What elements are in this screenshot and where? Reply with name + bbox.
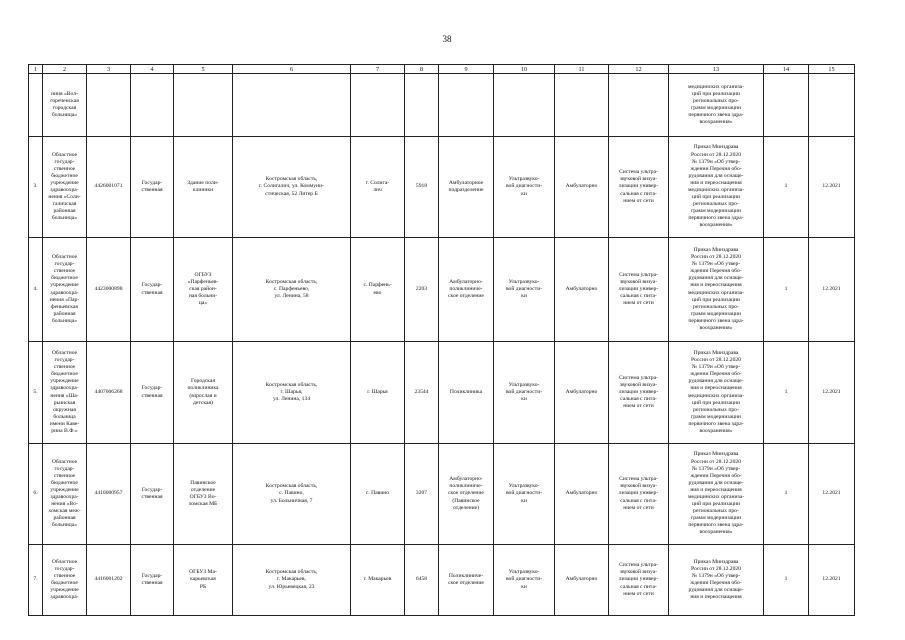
row-number-cell bbox=[29, 74, 43, 137]
building-name-cell: Городская поликлиника (взрослая и детская) bbox=[174, 342, 233, 444]
department-profile-cell: Ультразвуко- вой диагности- ки bbox=[494, 545, 555, 616]
due-date-cell: 12.2021 bbox=[809, 444, 855, 545]
department-profile-cell: Ультразвуко- вой диагности- ки bbox=[494, 137, 555, 238]
building-name-cell: ОГБУЗ Ма- карьевская РБ bbox=[174, 545, 233, 616]
locality-cell: г. Шарья bbox=[351, 342, 405, 444]
ownership-form-cell: Государ- ственная bbox=[131, 238, 174, 342]
due-date-cell: 12.2021 bbox=[809, 238, 855, 342]
building-name-cell bbox=[174, 74, 233, 137]
locality-cell: г. Макарьев bbox=[351, 545, 405, 616]
equipment-table bbox=[28, 64, 855, 616]
quantity-cell bbox=[764, 74, 809, 137]
row-number-cell: 7. bbox=[29, 545, 43, 616]
care-conditions-cell: Амбулаторно bbox=[555, 238, 609, 342]
address-cell: Костромская область, г. Макарьев, ул. Юрьевецкая, 23 bbox=[233, 545, 351, 616]
table-row bbox=[29, 74, 855, 137]
ownership-form-cell: Государ- ственная bbox=[131, 137, 174, 238]
equipment-name-cell: Система ультра- звуковой визуа- лизации универ- сальная с пита- нием от сети bbox=[609, 137, 669, 238]
column-number: 3 bbox=[87, 65, 131, 74]
subdivision-cell: Амбулаторно- поликлиниче- ское отделение (Павинское отделение) bbox=[439, 444, 494, 545]
column-number: 2 bbox=[43, 65, 87, 74]
building-name-cell: ОГБУЗ «Парфеньев- ская район- ная больни- ца» bbox=[174, 238, 233, 342]
legal-basis-cell: Приказ Минздрава России от 28.12.2020 № 1379н «Об утвер- ждении Перечня обо- рудования для оснаще- ния и переоснащения медицинских организа- ций при реализации региональных про- грамм модернизации первичного звена здра- воохранения» bbox=[669, 137, 764, 238]
address-cell: Костромская область, с. Павино, ул. Больничная, 7 bbox=[233, 444, 351, 545]
locality-cell: с. Павино bbox=[351, 444, 405, 545]
table-row bbox=[29, 444, 855, 545]
quantity-cell: 1 bbox=[764, 238, 809, 342]
inn-cell: 4410000957 bbox=[87, 444, 131, 545]
column-number: 6 bbox=[233, 65, 351, 74]
inn-cell: 4426001071 bbox=[87, 137, 131, 238]
due-date-cell: 12.2021 bbox=[809, 137, 855, 238]
inn-cell: 4423000898 bbox=[87, 238, 131, 342]
quantity-cell: 1 bbox=[764, 545, 809, 616]
quantity-cell: 1 bbox=[764, 444, 809, 545]
table-row bbox=[29, 545, 855, 616]
ownership-form-cell: Государ- ственная bbox=[131, 444, 174, 545]
ownership-form-cell: Государ- ственная bbox=[131, 342, 174, 444]
inn-cell: 4416001202 bbox=[87, 545, 131, 616]
legal-basis-cell: Приказ Минздрава России от 28.12.2020 № 1379н «Об утвер- ждении Перечня обо- рудования для оснаще- ния и переоснащения bbox=[669, 545, 764, 616]
table-row bbox=[29, 342, 855, 444]
department-profile-cell: Ультразвуко- вой диагности- ки bbox=[494, 238, 555, 342]
row-number-cell: 6. bbox=[29, 444, 43, 545]
column-number: 7 bbox=[351, 65, 405, 74]
organization-name-cell: Областное государ- ственное бюджетное учреждение здравоохра- нения «Пар- феньевская районная больница» bbox=[43, 238, 87, 342]
table-row bbox=[29, 137, 855, 238]
organization-name-cell: Областное государ- ственное бюджетное учреждение здравоохра- нения «Во- хомская меж- районная больница» bbox=[43, 444, 87, 545]
care-conditions-cell bbox=[555, 74, 609, 137]
population-cell: 23544 bbox=[405, 342, 439, 444]
inn-cell bbox=[87, 74, 131, 137]
legal-basis-cell: Приказ Минздрава России от 28.12.2020 № 1379н «Об утвер- ждении Перечня обо- рудования для оснаще- ния и переоснащения медицинских организа- ций при реализации региональных про- грамм модернизации первичного звена здра- воохранения» bbox=[669, 238, 764, 342]
organization-name-cell: ниня «Вол- гореченская городская больница» bbox=[43, 74, 87, 137]
column-number: 9 bbox=[439, 65, 494, 74]
due-date-cell: 12.2021 bbox=[809, 342, 855, 444]
population-cell bbox=[405, 74, 439, 137]
column-number: 15 bbox=[809, 65, 855, 74]
quantity-cell: 1 bbox=[764, 137, 809, 238]
locality-cell: с. Парфень- ево bbox=[351, 238, 405, 342]
care-conditions-cell: Амбулаторно bbox=[555, 444, 609, 545]
column-number: 10 bbox=[494, 65, 555, 74]
inn-cell: 4407006268 bbox=[87, 342, 131, 444]
quantity-cell: 1 bbox=[764, 342, 809, 444]
address-cell bbox=[233, 74, 351, 137]
due-date-cell bbox=[809, 74, 855, 137]
legal-basis-cell: Приказ Минздрава России от 28.12.2020 № 1379н «Об утвер- ждении Перечня обо- рудования для оснаще- ния и переоснащения медицинских организа- ций при реализации региональных про- грамм модернизации первичного звена здра- воохранения» bbox=[669, 342, 764, 444]
page-number: 38 bbox=[442, 34, 452, 44]
population-cell: 2203 bbox=[405, 238, 439, 342]
organization-name-cell: Областное государ- ственное бюджетное учреждение здравоохра- bbox=[43, 545, 87, 616]
column-number: 11 bbox=[555, 65, 609, 74]
subdivision-cell: Поликлиниче- ское отделение bbox=[439, 545, 494, 616]
due-date-cell: 12.2021 bbox=[809, 545, 855, 616]
column-number: 4 bbox=[131, 65, 174, 74]
address-cell: Костромская область, с. Парфеньево, ул. Ленина, 58 bbox=[233, 238, 351, 342]
locality-cell: г. Солига- лич bbox=[351, 137, 405, 238]
subdivision-cell bbox=[439, 74, 494, 137]
equipment-name-cell: Система ультра- звуковой визуа- лизации универ- сальная с пита- нием от сети bbox=[609, 238, 669, 342]
care-conditions-cell: Амбулаторно bbox=[555, 137, 609, 238]
column-number: 1 bbox=[29, 65, 43, 74]
column-number: 5 bbox=[174, 65, 233, 74]
table-row bbox=[29, 238, 855, 342]
locality-cell bbox=[351, 74, 405, 137]
subdivision-cell: Амбулаторно- поликлиниче- ское отделение bbox=[439, 238, 494, 342]
population-cell: 6458 bbox=[405, 545, 439, 616]
row-number-cell: 5. bbox=[29, 342, 43, 444]
population-cell: 3207 bbox=[405, 444, 439, 545]
population-cell: 5918 bbox=[405, 137, 439, 238]
subdivision-cell: Амбулаторное подразделение bbox=[439, 137, 494, 238]
ownership-form-cell bbox=[131, 74, 174, 137]
address-cell: Костромская область, г. Шарья, ул. Ленина, 134 bbox=[233, 342, 351, 444]
department-profile-cell: Ультразвуко- вой диагности- ки bbox=[494, 444, 555, 545]
subdivision-cell: Поликлиника bbox=[439, 342, 494, 444]
equipment-name-cell: Система ультра- звуковой визуа- лизации универ- сальная с пита- нием от сети bbox=[609, 545, 669, 616]
row-number-cell: 3. bbox=[29, 137, 43, 238]
equipment-name-cell: Система ультра- звуковой визуа- лизации универ- сальная с пита- нием от сети bbox=[609, 342, 669, 444]
care-conditions-cell: Амбулаторно bbox=[555, 342, 609, 444]
department-profile-cell bbox=[494, 74, 555, 137]
column-number: 12 bbox=[609, 65, 669, 74]
organization-name-cell: Областное государ- ственное бюджетное учреждение здравоохра- нения «Соли- галичская районная больница» bbox=[43, 137, 87, 238]
legal-basis-cell: Приказ Минздрава России от 28.12.2020 № 1379н «Об утвер- ждении Перечня обо- рудования для оснаще- ния и переоснащения медицинских организа- ций при реализации региональных про- грамм модернизации первичного звена здра- воохранения» bbox=[669, 444, 764, 545]
address-cell: Костромская область, г. Солигалич, ул. Коммуни- стическая, 52 Литер Б bbox=[233, 137, 351, 238]
column-number-row bbox=[29, 65, 855, 74]
department-profile-cell: Ультразвуко- вой диагности- ки bbox=[494, 342, 555, 444]
column-number: 8 bbox=[405, 65, 439, 74]
column-number: 14 bbox=[764, 65, 809, 74]
building-name-cell: Павинское отделение ОГБУЗ Во- хомская МБ bbox=[174, 444, 233, 545]
organization-name-cell: Областное государ- ственное бюджетное учреждение здравоохра- нения «Ша- рьинская окружная больница имени Каве- рина В.Ф.» bbox=[43, 342, 87, 444]
row-number-cell: 4. bbox=[29, 238, 43, 342]
legal-basis-cell: медицинских организа- ций при реализации региональных про- грамм модернизации первичного звена здра- воохранения» bbox=[669, 74, 764, 137]
care-conditions-cell: Амбулаторно bbox=[555, 545, 609, 616]
column-number: 13 bbox=[669, 65, 764, 74]
equipment-name-cell bbox=[609, 74, 669, 137]
ownership-form-cell: Государ- ственная bbox=[131, 545, 174, 616]
building-name-cell: Здание поли- клиники bbox=[174, 137, 233, 238]
equipment-name-cell: Система ультра- звуковой визуа- лизации универ- сальная с пита- нием от сети bbox=[609, 444, 669, 545]
